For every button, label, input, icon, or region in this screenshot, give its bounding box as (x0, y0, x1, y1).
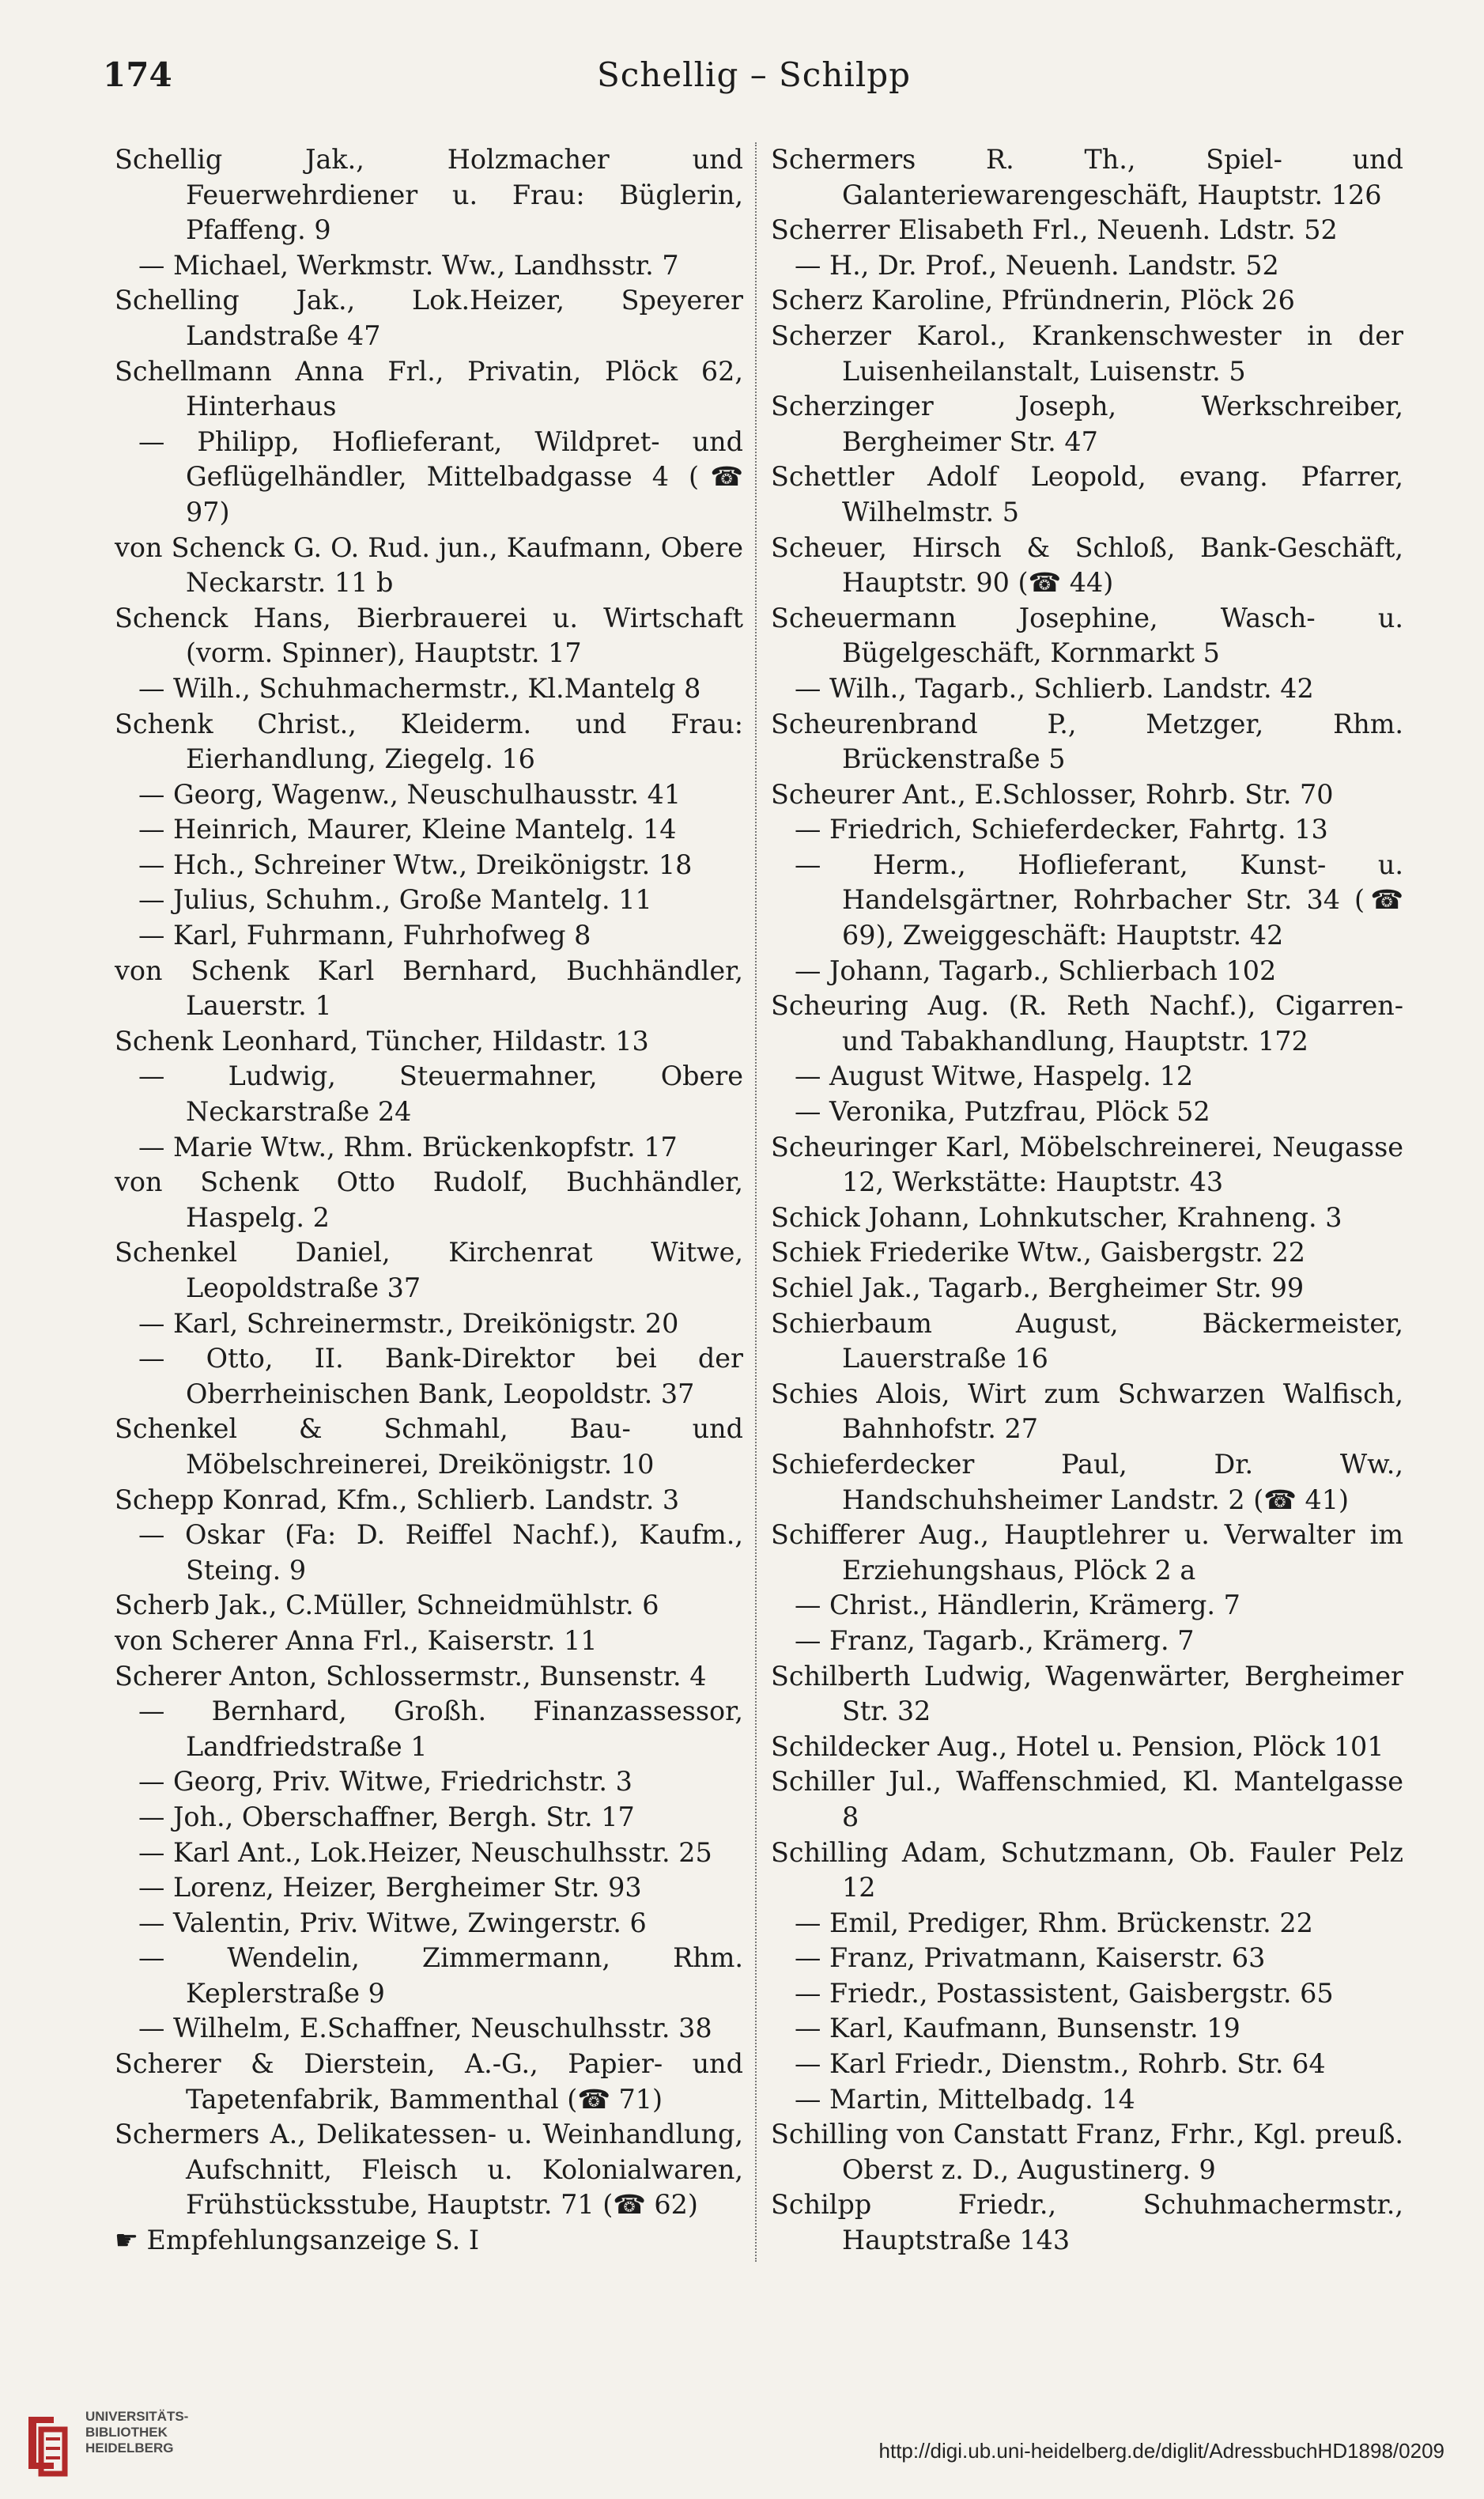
directory-subentry: — August Witwe, Haspelg. 12 (795, 1060, 1194, 1092)
column-divider (755, 142, 757, 2262)
directory-entry: Scherzer Karol., Krankenschwester in der Luisenheilanstalt, Luisenstr. 5 (771, 319, 1403, 387)
directory-entry: Scheurenbrand P., Metzger, Rhm. Brückenstraße 5 (771, 708, 1403, 775)
directory-entry: Scheuring Aug. (R. Reth Nachf.), Cigarren- und Tabakhandlung, Hauptstr. 172 (771, 990, 1403, 1057)
directory-entry: Schildecker Aug., Hotel u. Pension, Plöck 101 (771, 1730, 1384, 1762)
page-footer (0, 2404, 1484, 2499)
directory-subentry: — Franz, Tagarb., Krämerg. 7 (795, 1624, 1195, 1656)
directory-subentry: — Wilh., Tagarb., Schlierb. Landstr. 42 (795, 672, 1314, 704)
directory-subentry: — Karl Friedr., Dienstm., Rohrb. Str. 64 (795, 2048, 1326, 2080)
directory-entry: Schiek Friederike Wtw., Gaisbergstr. 22 (771, 1237, 1305, 1268)
directory-entry: Schiel Jak., Tagarb., Bergheimer Str. 99 (771, 1272, 1305, 1303)
page-number: 174 (103, 55, 172, 94)
directory-subentry: — Heinrich, Maurer, Kleine Mantelg. 14 (138, 814, 677, 845)
library-seal-icon (22, 2407, 77, 2478)
directory-entry: Scherer Anton, Schlossermstr., Bunsenstr. 4 (115, 1660, 707, 1692)
directory-subentry: — H., Dr. Prof., Neuenh. Landstr. 52 (795, 249, 1279, 281)
directory-subentry: — Valentin, Priv. Witwe, Zwingerstr. 6 (138, 1907, 647, 1938)
directory-entry: Schelling Jak., Lok.Heizer, Speyerer Landstraße 47 (115, 285, 743, 351)
directory-subentry: — Martin, Mittelbadg. 14 (795, 2083, 1135, 2115)
directory-subentry: — Friedrich, Schieferdecker, Fahrtg. 13 (795, 814, 1328, 845)
directory-entry: Scheuringer Karl, Möbelschreinerei, Neugasse 12, Werkstätte: Hauptstr. 43 (771, 1131, 1403, 1198)
directory-entry: Scheurer Ant., E.Schlosser, Rohrb. Str. 70 (771, 778, 1334, 810)
directory-entry: Scherb Jak., C.Müller, Schneidmühlstr. 6 (115, 1590, 659, 1621)
directory-subentry: — Joh., Oberschaffner, Bergh. Str. 17 (138, 1801, 635, 1832)
running-title: Schellig – Schilpp (596, 55, 912, 94)
directory-subentry: — Georg, Wagenw., Neuschulhausstr. 41 (138, 778, 682, 810)
directory-entry: Scheuermann Josephine, Wasch- u. Bügelgeschäft, Kornmarkt 5 (771, 602, 1403, 669)
directory-subentry: — Karl, Fuhrmann, Fuhrhofweg 8 (138, 920, 591, 951)
logo-line-2: BIBLIOTHEK (85, 2425, 168, 2440)
directory-entry: von Schenck G. O. Rud. jun., Kaufmann, Obere Neckarstr. 11 b (115, 531, 743, 599)
directory-entry: Schenkel Daniel, Kirchenrat Witwe, Leopoldstraße 37 (115, 1237, 743, 1303)
directory-subentry: — Franz, Privatmann, Kaiserstr. 63 (795, 1942, 1266, 1974)
directory-subentry: — Karl, Schreinermstr., Dreikönigstr. 20 (138, 1307, 679, 1339)
directory-entry: Schellmann Anna Frl., Privatin, Plöck 62, Hinterhaus (115, 355, 743, 422)
page-header (103, 55, 1405, 111)
directory-subentry: — Herm., Hoflieferant, Kunst- u. Handelsgärtner, Rohrbacher Str. 34 (☎ 69), Zweiggeschäft: Hauptstr. 42 (795, 849, 1403, 951)
directory-entry: Schieferdecker Paul, Dr. Ww., Handschuhsheimer Landstr. 2 (☎ 41) (771, 1448, 1403, 1515)
directory-entry: Schierbaum August, Bäckermeister, Lauerstraße 16 (771, 1307, 1403, 1374)
directory-subentry: — Julius, Schuhm., Große Mantelg. 11 (138, 884, 652, 916)
directory-subentry: — Wendelin, Zimmermann, Rhm. Keplerstraße 9 (138, 1942, 743, 2009)
directory-entry: Scherer & Dierstein, A.-G., Papier- und Tapetenfabrik, Bammenthal (☎ 71) (115, 2048, 743, 2115)
directory-subentry: — Emil, Prediger, Rhm. Brückenstr. 22 (795, 1907, 1313, 1938)
directory-subentry: — Johann, Tagarb., Schlierbach 102 (795, 955, 1277, 986)
directory-subentry: — Oskar (Fa: D. Reiffel Nachf.), Kaufm., Steing. 9 (138, 1519, 743, 1586)
directory-entry: Schenkel & Schmahl, Bau- und Möbelschreinerei, Dreikönigstr. 10 (115, 1413, 743, 1480)
directory-subentry: — Karl, Kaufmann, Bunsenstr. 19 (795, 2013, 1240, 2044)
directory-subentry: — Ludwig, Steuermahner, Obere Neckarstraße 24 (138, 1060, 743, 1128)
directory-entry: Schepp Konrad, Kfm., Schlierb. Landstr. 3 (115, 1484, 680, 1515)
directory-subentry: — Michael, Werkmstr. Ww., Landhsstr. 7 (138, 249, 679, 281)
directory-entry: Schies Alois, Wirt zum Schwarzen Walfisch, Bahnhofstr. 27 (771, 1378, 1403, 1445)
library-logo[interactable] (22, 2404, 212, 2483)
directory-subentry: — Otto, II. Bank-Direktor bei der Oberrheinischen Bank, Leopoldstr. 37 (138, 1343, 743, 1409)
directory-entry: Schenk Christ., Kleiderm. und Frau: Eierhandlung, Ziegelg. 16 (115, 708, 743, 775)
directory-subentry: — Marie Wtw., Rhm. Brückenkopfstr. 17 (138, 1131, 678, 1163)
directory-entry: Schifferer Aug., Hauptlehrer u. Verwalter im Erziehungshaus, Plöck 2 a (771, 1519, 1403, 1586)
directory-subentry: — Lorenz, Heizer, Bergheimer Str. 93 (138, 1872, 642, 1904)
directory-subentry: — Georg, Priv. Witwe, Friedrichstr. 3 (138, 1766, 632, 1798)
logo-line-3: HEIDELBERG (85, 2440, 174, 2456)
directory-entry: Schick Johann, Lohnkutscher, Krahneng. 3 (771, 1201, 1342, 1233)
source-url[interactable]: http://digi.ub.uni-heidelberg.de/diglit/AdressbuchHD1898/0209 (878, 2439, 1444, 2463)
directory-entry: Schenk Leonhard, Tüncher, Hildastr. 13 (115, 1025, 649, 1057)
directory-subentry: — Christ., Händlerin, Krämerg. 7 (795, 1590, 1240, 1621)
directory-subentry: — Hch., Schreiner Wtw., Dreikönigstr. 18 (138, 849, 693, 880)
directory-subentry: — Veronika, Putzfrau, Plöck 52 (795, 1096, 1210, 1128)
directory-entry: Schermers A., Delikatessen- u. Weinhandlung, Aufschnitt, Fleisch u. Kolonialwaren, Frühstücksstube, Hauptstr. 71 (☎ 62) (115, 2119, 743, 2221)
left-column (115, 142, 743, 2259)
directory-subentry: — Wilh., Schuhmachermstr., Kl.Mantelg 8 (138, 672, 701, 704)
directory-entry: Schellig Jak., Holzmacher und Feuerwehrdiener u. Frau: Büglerin, Pfaffeng. 9 (115, 144, 743, 246)
logo-line-1: UNIVERSITÄTS- (85, 2409, 189, 2424)
directory-entry: Schermers R. Th., Spiel- und Galanteriewarengeschäft, Hauptstr. 126 (771, 144, 1403, 210)
directory-entry: Schettler Adolf Leopold, evang. Pfarrer, Wilhelmstr. 5 (771, 461, 1403, 527)
right-column (771, 142, 1403, 2259)
directory-entry: von Schenk Otto Rudolf, Buchhändler, Haspelg. 2 (115, 1166, 743, 1233)
directory-entry: ☛ Empfehlungsanzeige S. I (115, 2225, 480, 2256)
directory-subentry: — Bernhard, Großh. Finanzassessor, Landfriedstraße 1 (138, 1696, 743, 1762)
library-logo-text (85, 2409, 228, 2456)
directory-entry: Schilpp Friedr., Schuhmachermstr., Hauptstraße 143 (771, 2189, 1403, 2256)
directory-entry: Schenck Hans, Bierbrauerei u. Wirtschaft (vorm. Spinner), Hauptstr. 17 (115, 602, 743, 669)
directory-entry: Schilling Adam, Schutzmann, Ob. Fauler Pelz 12 (771, 1836, 1403, 1904)
directory-entry: von Scherer Anna Frl., Kaiserstr. 11 (115, 1624, 598, 1656)
directory-subentry: — Karl Ant., Lok.Heizer, Neuschulhsstr. 25 (138, 1836, 712, 1868)
directory-subentry: — Friedr., Postassistent, Gaisbergstr. 65 (795, 1977, 1334, 2009)
directory-entry: Schilling von Canstatt Franz, Frhr., Kgl. preuß. Oberst z. D., Augustinerg. 9 (771, 2119, 1403, 2185)
directory-entry: Scherz Karoline, Pfründnerin, Plöck 26 (771, 285, 1295, 316)
directory-entry: Scheuer, Hirsch & Schloß, Bank-Geschäft, Hauptstr. 90 (☎ 44) (771, 531, 1403, 599)
directory-entry: von Schenk Karl Bernhard, Buchhändler, Lauerstr. 1 (115, 955, 743, 1022)
directory-subentry: — Wilhelm, E.Schaffner, Neuschulhsstr. 38 (138, 2013, 712, 2044)
directory-subentry: — Philipp, Hoflieferant, Wildpret- und Geflügelhändler, Mittelbadgasse 4 (☎ 97) (138, 425, 743, 527)
directory-entry: Schiller Jul., Waffenschmied, Kl. Mantelgasse 8 (771, 1766, 1403, 1832)
directory-entry: Scherzinger Joseph, Werkschreiber, Bergheimer Str. 47 (771, 391, 1403, 457)
directory-entry: Schilberth Ludwig, Wagenwärter, Bergheimer Str. 32 (771, 1660, 1403, 1727)
directory-entry: Scherrer Elisabeth Frl., Neuenh. Ldstr. 52 (771, 214, 1338, 246)
